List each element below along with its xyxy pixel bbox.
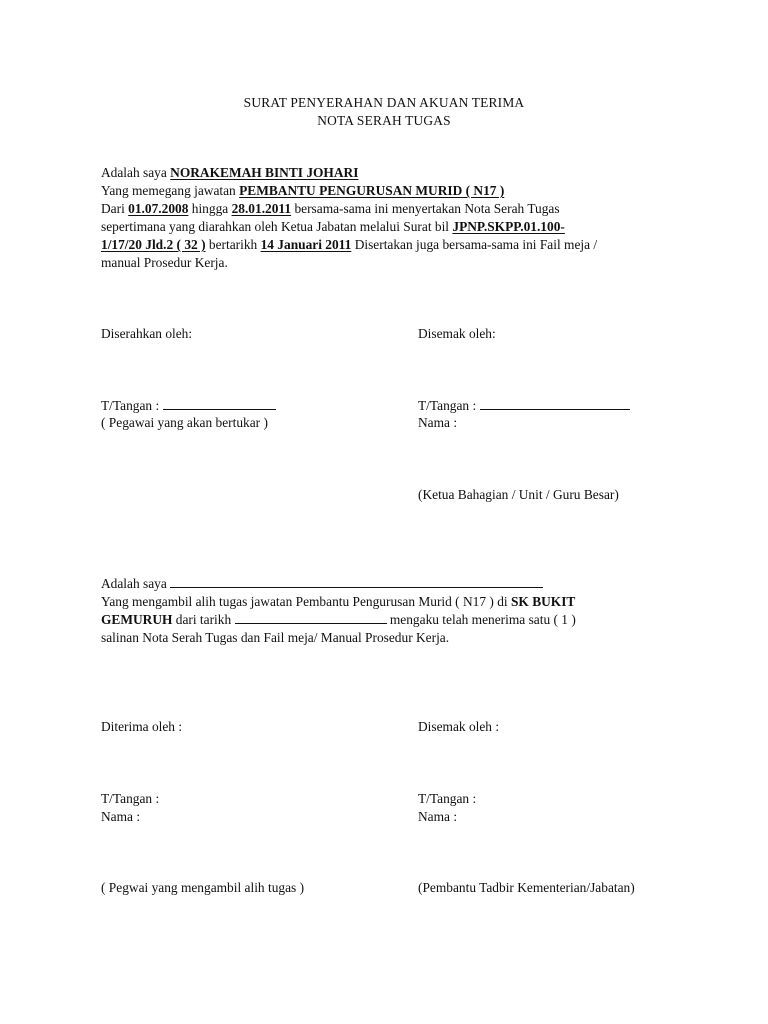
- checker-name-label: Nama :: [418, 415, 458, 430]
- text: Yang mengambil alih tugas jawatan Pembantu Pengurusan Murid ( N17 ) di: [101, 594, 511, 609]
- text: Adalah saya: [101, 576, 171, 591]
- name-blank-line: [170, 575, 543, 588]
- section1-line1: [101, 164, 358, 181]
- signature-blank-line: [480, 397, 630, 410]
- section1-line4: [101, 218, 565, 235]
- checker-role: (Ketua Bahagian / Unit / Guru Besar): [418, 487, 619, 502]
- officer-position: PEMBANTU PENGURUSAN MURID ( N17 ): [239, 183, 505, 198]
- text: bertarikh: [205, 237, 261, 252]
- signature-label: T/Tangan :: [101, 398, 160, 413]
- checked-by-label-2: Disemak oleh :: [418, 719, 500, 734]
- reference-number-part2: 1/17/20 Jld.2 ( 32 ): [101, 237, 206, 252]
- text: hingga: [188, 201, 232, 216]
- checked-by-label: Disemak oleh:: [418, 326, 496, 341]
- checker2-name-label: Nama :: [418, 809, 458, 824]
- text: Disertakan juga bersama-sama ini Fail meja /: [351, 237, 598, 252]
- text: Dari: [101, 201, 129, 216]
- checker-signature-row: [418, 397, 630, 414]
- received-by-label: Diterima oleh :: [101, 719, 183, 734]
- signature-label: T/Tangan :: [418, 398, 477, 413]
- handover-signature-row: [101, 397, 276, 414]
- date-blank-line: [235, 611, 387, 624]
- section2-line2: [101, 593, 575, 610]
- reference-date: 14 Januari 2011: [260, 237, 352, 252]
- checker2-signature-label: T/Tangan :: [418, 791, 477, 806]
- date-from: 01.07.2008: [128, 201, 189, 216]
- receiver-name-label: Nama :: [101, 809, 141, 824]
- checker2-role: (Pembantu Tadbir Kementerian/Jabatan): [418, 880, 635, 895]
- receiver-role: ( Pegwai yang mengambil alih tugas ): [101, 880, 305, 895]
- school-name-part1: SK BUKIT: [510, 594, 576, 609]
- date-to: 28.01.2011: [231, 201, 292, 216]
- text: Adalah saya: [101, 165, 171, 180]
- section2-line3: [101, 611, 576, 628]
- signature-blank-line: [163, 397, 276, 410]
- reference-number-part1: JPNP.SKPP.01.100-: [452, 219, 565, 234]
- section2-line4: salinan Nota Serah Tugas dan Fail meja/ Manual Prosedur Kerja.: [101, 630, 450, 645]
- section1-line3: [101, 200, 560, 217]
- receiver-signature-label: T/Tangan :: [101, 791, 160, 806]
- officer-name: NORAKEMAH BINTI JOHARI: [170, 165, 359, 180]
- section1-line6: manual Prosedur Kerja.: [101, 255, 228, 270]
- text: sepertimana yang diarahkan oleh Ketua Jabatan melalui Surat bil: [101, 219, 453, 234]
- text: Yang memegang jawatan: [101, 183, 240, 198]
- school-name-part2: GEMURUH: [101, 612, 173, 627]
- section1-line5: [101, 236, 597, 253]
- document-title-line2: NOTA SERAH TUGAS: [317, 113, 451, 128]
- handed-over-by-label: Diserahkan oleh:: [101, 326, 193, 341]
- text: mengaku telah menerima satu ( 1 ): [386, 612, 576, 627]
- document-title-line1: SURAT PENYERAHAN DAN AKUAN TERIMA: [243, 95, 525, 110]
- handover-role: ( Pegawai yang akan bertukar ): [101, 415, 268, 430]
- text: bersama-sama ini menyertakan Nota Serah Tugas: [291, 201, 560, 216]
- section2-line1: [101, 575, 543, 592]
- section1-line2: [101, 182, 504, 199]
- text: dari tarikh: [172, 612, 235, 627]
